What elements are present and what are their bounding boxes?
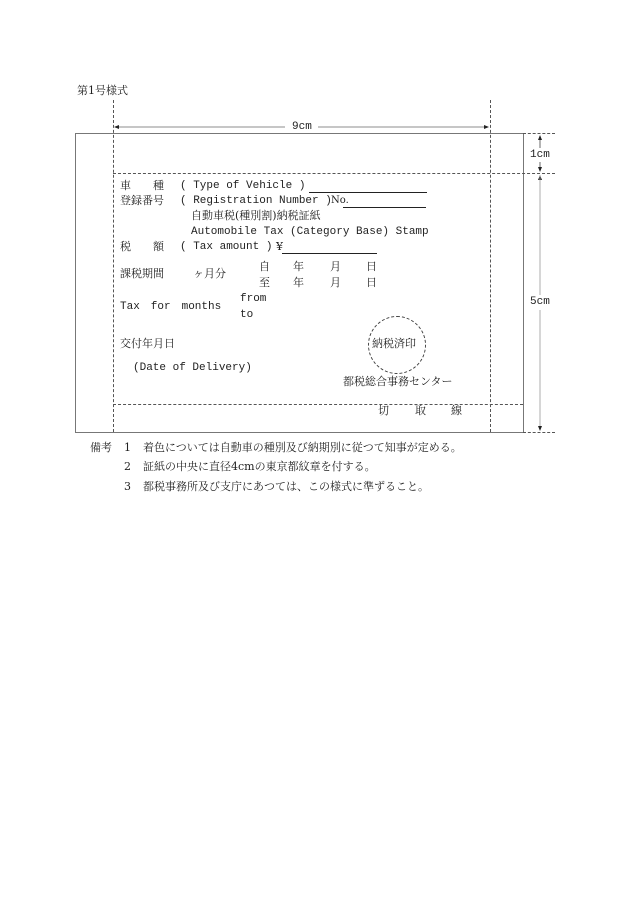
note-text: 着色については自動車の種別及び納期別に従つて知事が定める。 [143, 441, 462, 454]
top-margin-label: 1cm [530, 149, 550, 161]
height-label: 5cm [530, 296, 550, 308]
period-en: Tax for months [120, 301, 222, 313]
from-day: 日 [366, 260, 377, 273]
to-year: 年 [293, 276, 304, 289]
from-en: from [240, 293, 267, 305]
vehicle-type-en: ( Type of Vehicle ) [180, 180, 306, 192]
tax-amount-field [282, 253, 377, 254]
tax-amount-en: ( Tax amount ) [180, 241, 273, 253]
note-text: 都税事務所及び支庁にあつては、この様式に準ずること。 [143, 480, 429, 493]
vehicle-type-label: 車 種 [120, 179, 164, 192]
top-extension-line [523, 133, 555, 134]
yen-sign: ¥ [276, 240, 283, 253]
notes-label: 備考 [90, 441, 112, 454]
note-number: 2 [124, 460, 131, 473]
form-title: 第1号様式 [77, 84, 128, 97]
period-label: 課税期間 [120, 267, 164, 280]
months-label: ヶ月分 [193, 267, 226, 280]
to-en: to [240, 309, 254, 321]
note-text: 証紙の中央に直径4cmの東京都紋章を付する。 [143, 460, 376, 473]
to-jp: 至 [259, 276, 270, 289]
cut-line-char-2: 取 [415, 404, 426, 417]
tax-amount-label: 税 額 [120, 240, 164, 253]
bottom-extension-line [523, 432, 555, 433]
from-month: 月 [330, 260, 341, 273]
cut-line-char-3: 線 [451, 404, 462, 417]
from-year: 年 [293, 260, 304, 273]
issuer: 都税総合事務センター [343, 375, 453, 388]
seal-label: 納税済印 [372, 337, 416, 350]
stamp-title-jp: 自動車税(種別割)納税証紙 [191, 209, 321, 222]
note-number: 1 [124, 441, 131, 454]
registration-en: ( Registration Number ) [180, 195, 332, 207]
to-month: 月 [330, 276, 341, 289]
delivery-en: (Date of Delivery) [133, 362, 252, 374]
registration-field [343, 207, 426, 208]
vehicle-type-field [309, 192, 427, 193]
registration-label: 登録番号 [120, 194, 164, 207]
stamp-title-en: Automobile Tax (Category Base) Stamp [191, 226, 429, 238]
delivery-label: 交付年月日 [120, 337, 175, 350]
from-jp: 自 [259, 260, 270, 273]
inner-top-line [113, 173, 555, 174]
width-label: 9cm [292, 121, 312, 133]
note-number: 3 [124, 480, 131, 493]
to-day: 日 [366, 276, 377, 289]
registration-no: No. [331, 195, 349, 206]
cut-line-char-1: 切 [378, 404, 389, 417]
